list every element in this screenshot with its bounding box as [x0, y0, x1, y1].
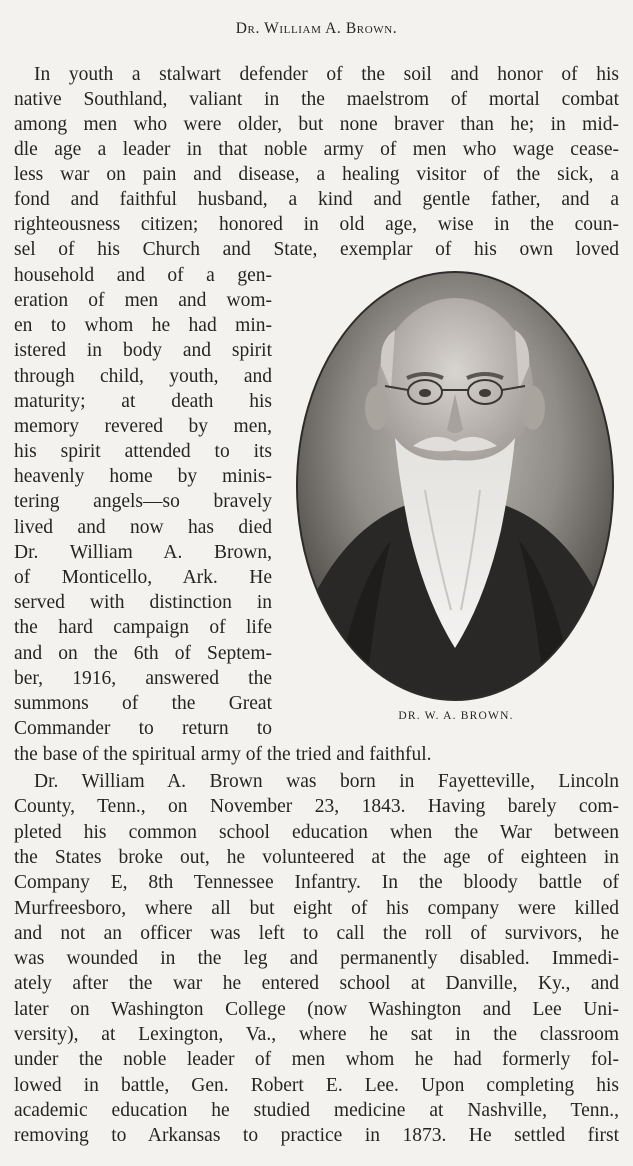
text-line: fond and faithful husband, a kind and gentle father, and a — [14, 189, 619, 210]
text-line: later on Washington College (now Washington and Lee Uni- — [14, 999, 619, 1020]
text-line: maturity; at death his — [14, 391, 272, 412]
text-line: heavenly home by minis- — [14, 466, 272, 487]
portrait-caption: DR. W. A. BROWN. — [398, 710, 514, 722]
text-line: native Southland, valiant in the maelstrom of mortal combat — [14, 89, 619, 110]
text-line: ber, 1916, answered the — [14, 668, 272, 689]
text-line: tering angels—so bravely — [14, 491, 272, 512]
text-line: through child, youth, and — [14, 366, 272, 387]
text-line: righteousness citizen; honored in old age, wise in the coun- — [14, 214, 619, 235]
text-line: the States broke out, he volunteered at the age of eighteen in — [14, 847, 619, 868]
text-line: and not an officer was left to call the roll of survivors, he — [14, 923, 619, 944]
text-line: lowed in battle, Gen. Robert E. Lee. Upon completing his — [14, 1075, 619, 1096]
text-line: the base of the spiritual army of the tried and faithful. — [14, 744, 432, 765]
text-line: istered in body and spirit — [14, 340, 272, 361]
text-line: his spirit attended to its — [14, 441, 272, 462]
text-line: served with distinction in — [14, 592, 272, 613]
text-line: summons of the Great — [14, 693, 272, 714]
text-line: of Monticello, Ark. He — [14, 567, 272, 588]
text-line: less war on pain and disease, a healing visitor of the sick, a — [14, 164, 619, 185]
page-title: Dr. William A. Brown. — [235, 20, 398, 37]
portrait-photo — [295, 270, 615, 702]
text-line: under the noble leader of men whom he had formerly fol- — [14, 1049, 619, 1070]
text-line: Murfreesboro, where all but eight of his company were killed — [14, 898, 619, 919]
text-line: academic education he studied medicine at Nashville, Tenn., — [14, 1100, 619, 1121]
text-line: among men who were older, but none braver than he; in mid- — [14, 114, 619, 135]
text-line: lived and now has died — [14, 517, 272, 538]
text-line: was wounded in the leg and permanently disabled. Immedi- — [14, 948, 619, 969]
text-line: sel of his Church and State, exemplar of his own loved — [14, 239, 619, 260]
text-line: Commander to return to — [14, 718, 272, 739]
text-line: County, Tenn., on November 23, 1843. Having barely com- — [14, 796, 619, 817]
text-line: and on the 6th of Septem- — [14, 643, 272, 664]
text-line: removing to Arkansas to practice in 1873. He settled first — [14, 1125, 619, 1146]
text-line: dle age a leader in that noble army of men who wage cease- — [14, 139, 619, 160]
text-line: pleted his common school education when the War between — [14, 822, 619, 843]
text-line: Company E, 8th Tennessee Infantry. In the bloody battle of — [14, 872, 619, 893]
text-line: In youth a stalwart defender of the soil and honor of his — [34, 64, 619, 85]
text-line: ately after the war he entered school at Danville, Ky., and — [14, 973, 619, 994]
text-line: Dr. William A. Brown, — [14, 542, 272, 563]
text-line: eration of men and wom- — [14, 290, 272, 311]
text-line: versity), at Lexington, Va., where he sat in the classroom — [14, 1024, 619, 1045]
text-line: memory revered by men, — [14, 416, 272, 437]
text-line: en to whom he had min- — [14, 315, 272, 336]
text-line: household and of a gen- — [14, 265, 272, 286]
text-line: the hard campaign of life — [14, 617, 272, 638]
text-line: Dr. William A. Brown was born in Fayetteville, Lincoln — [34, 771, 619, 792]
